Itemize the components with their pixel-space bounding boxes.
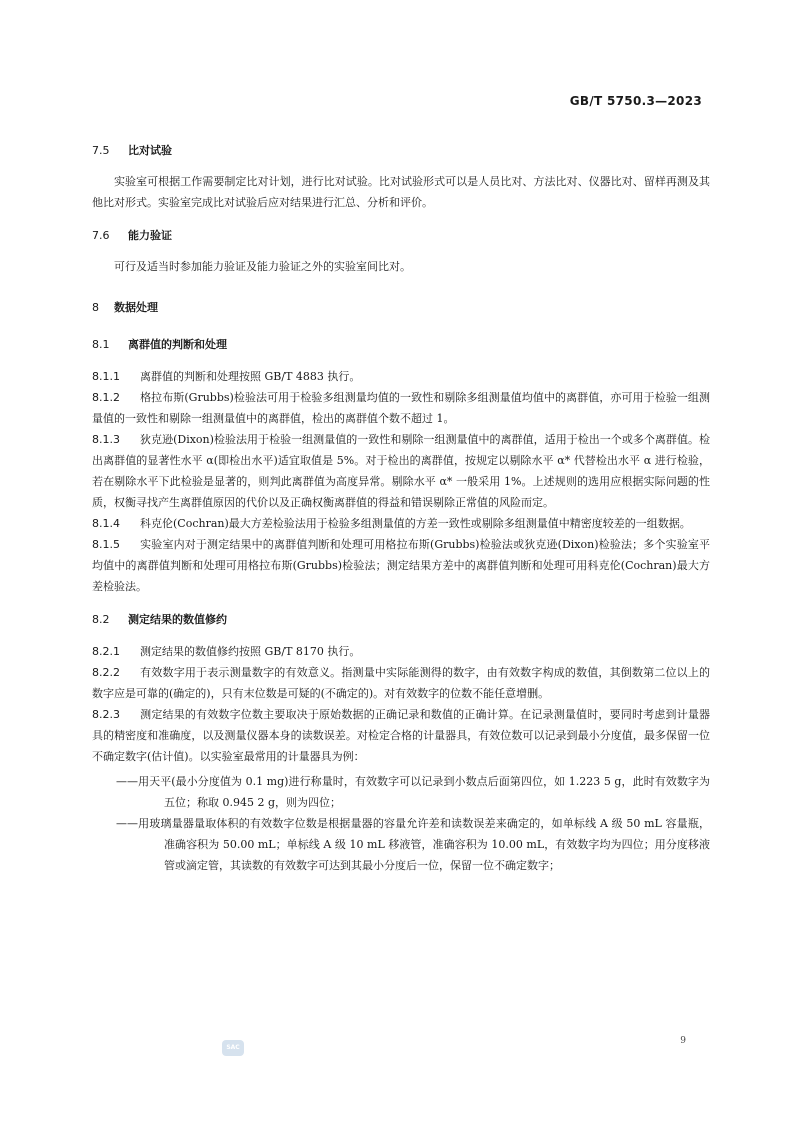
clause-text: 离群值的判断和处理按照 GB/T 4883 执行。 xyxy=(140,370,361,383)
clause-text: 狄克逊(Dixon)检验法用于检验一组测量值的一致性和剔除一组测量值中的离群值，适用于检出一个或多个离群值。检出离群值的显著性水平 α(即检出水平)适宜取值是 5%。对于检出的离群值，按规定以剔除水平 α* 代替检出水平 α 进行检验，若在剔除水平下此检验是显著的，则判此离群值为高度异常。剔除水平 α* 一般采用 1%。上述规则的选用应根据实际问题的性质，权衡寻找产生离群值原因的代价以及正确权衡离群值的得益和错误剔除正常值的风险而定。 xyxy=(92,433,710,509)
clause-text: 格拉布斯(Grubbs)检验法可用于检验多组测量均值的一致性和剔除多组测量值均值中的离群值，亦可用于检验一组测量值的一致性和剔除一组测量值中的离群值，检出的离群值个数不超过 1。 xyxy=(92,391,710,425)
heading-number: 7.6 xyxy=(92,229,110,242)
heading-number: 7.5 xyxy=(92,144,110,157)
clause-8-1-2 xyxy=(92,387,710,429)
clause-8-2-2 xyxy=(92,662,710,704)
clause-8-2-3 xyxy=(92,704,710,767)
clause-number: 8.1.1 xyxy=(92,370,120,383)
heading-title: 离群值的判断和处理 xyxy=(128,338,227,351)
heading-7-5 xyxy=(92,142,710,160)
document-body xyxy=(92,142,710,876)
page-number: 9 xyxy=(680,1036,686,1046)
clause-number: 8.2.2 xyxy=(92,666,120,679)
standard-code: GB/T 5750.3—2023 xyxy=(569,94,702,108)
paragraph-7-5: 实验室可根据工作需要制定比对计划，进行比对试验。比对试验形式可以是人员比对、方法比对、仪器比对、留样再测及其他比对形式。实验室完成比对试验后应对结果进行汇总、分析和评价。 xyxy=(92,175,710,209)
clause-8-1-5 xyxy=(92,534,710,597)
clause-number: 8.1.3 xyxy=(92,433,120,446)
clause-text: 实验室内对于测定结果中的离群值判断和处理可用格拉布斯(Grubbs)检验法或狄克逊(Dixon)检验法；多个实验室平均值中的离群值判断和处理可用格拉布斯(Grubbs)检验法；测定结果方差中的离群值判断和处理可用科克伦(Cochran)最大方差检验法。 xyxy=(92,538,710,593)
heading-number: 8.1 xyxy=(92,338,110,351)
clause-text: 科克伦(Cochran)最大方差检验法用于检验多组测量值的方差一致性或剔除多组测量值中精密度较差的一组数据。 xyxy=(140,517,691,530)
paragraph-7-6: 可行及适当时参加能力验证及能力验证之外的实验室间比对。 xyxy=(114,260,411,273)
heading-number: 8 xyxy=(92,301,99,314)
heading-7-6 xyxy=(92,227,710,245)
clause-8-1-3 xyxy=(92,429,710,513)
clause-number: 8.1.4 xyxy=(92,517,120,530)
clause-text: 测定结果的数值修约按照 GB/T 8170 执行。 xyxy=(140,645,361,658)
clause-number: 8.1.5 xyxy=(92,538,120,551)
clause-number: 8.2.1 xyxy=(92,645,120,658)
clause-8-2-1 xyxy=(92,641,710,662)
heading-8 xyxy=(92,299,710,317)
clause-8-1-1 xyxy=(92,366,710,387)
heading-title: 比对试验 xyxy=(128,144,172,157)
sac-logo-watermark: SAC xyxy=(222,1040,244,1056)
clause-text: 有效数字用于表示测量数字的有效意义。指测量中实际能测得的数字，由有效数字构成的数值，其倒数第二位以上的数字应是可靠的(确定的)，只有末位数是可疑的(不确定的)。对有效数字的位数不能任意增删。 xyxy=(92,666,710,700)
heading-title: 数据处理 xyxy=(114,301,158,314)
heading-8-1 xyxy=(92,336,710,354)
clause-text: 测定结果的有效数字位数主要取决于原始数据的正确记录和数值的正确计算。在记录测量值时，要同时考虑到计量器具的精密度和准确度，以及测量仪器本身的读数误差。对检定合格的计量器具，有效位数可以记录到最小分度值，最多保留一位不确定数字(估计值)。以实验室最常用的计量器具为例： xyxy=(92,708,710,763)
dash-item-balance: ——用天平(最小分度值为 0.1 mg)进行称量时，有效数字可以记录到小数点后面第四位，如 1.223 5 g，此时有效数字为五位；称取 0.945 2 g，则为四位； xyxy=(116,775,710,809)
heading-number: 8.2 xyxy=(92,613,110,626)
clause-number: 8.2.3 xyxy=(92,708,120,721)
dash-item-glassware: ——用玻璃量器量取体积的有效数字位数是根据量器的容量允许差和读数误差来确定的，如单标线 A 级 50 mL 容量瓶，准确容积为 50.00 mL；单标线 A 级 10 mL 移液管，准确容积为 10.00 mL，有效数字均为四位；用分度移液管或滴定管，其读数的有效数字可达到其最小分度后一位，保留一位不确定数字； xyxy=(116,817,710,872)
heading-title: 测定结果的数值修约 xyxy=(128,613,227,626)
heading-8-2 xyxy=(92,611,710,629)
clause-number: 8.1.2 xyxy=(92,391,120,404)
clause-8-1-4 xyxy=(92,513,710,534)
heading-title: 能力验证 xyxy=(128,229,172,242)
